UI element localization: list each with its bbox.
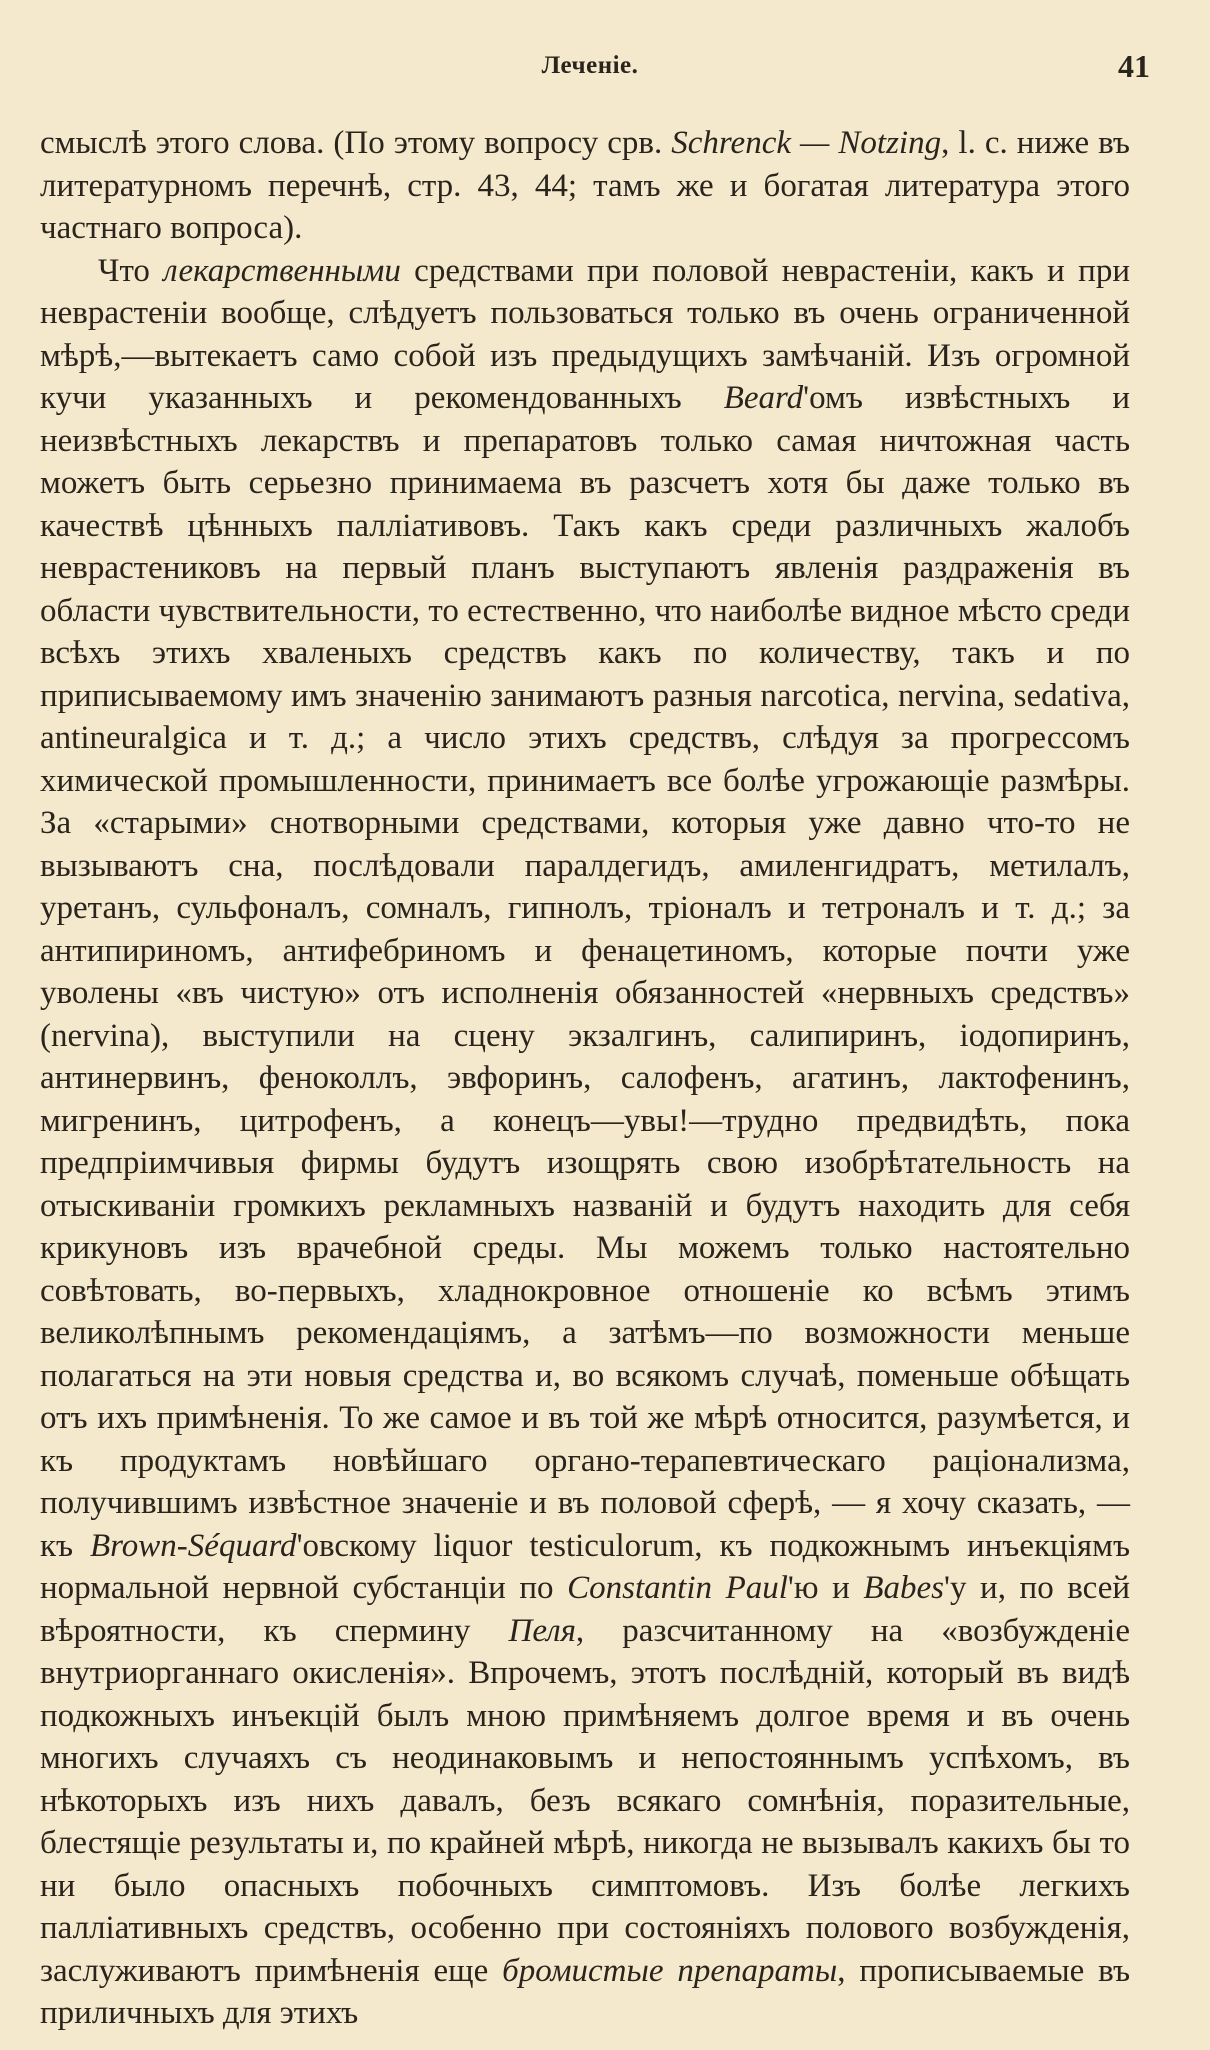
latin-terms-drug-classes: narcotica, nervina, sedativa, antineuralgica: [40, 677, 1130, 756]
author-name-beard: Beard: [723, 380, 804, 416]
text-run: , l. c. ниже въ литературномъ перечнѣ, стр. 43, 44; тамъ же и богатая литература этого частнаго вопроса).: [40, 125, 1130, 246]
text-run: средствами при половой неврастеніи, какъ и при неврастеніи вообще, слѣдуетъ пользоваться только въ очень ограниченной мѣрѣ,—вытекаетъ само собой изъ предыдущихъ замѣчаній. Изъ огромной кучи указанныхъ и рекомендованныхъ: [40, 252, 1130, 416]
emphasis-bromide-preparations: бромистые препараты: [502, 1952, 838, 1989]
latin-term-nervina: nervina: [51, 1017, 150, 1054]
author-name-constantin-paul: Constantin Paul: [567, 1570, 788, 1606]
text-run: смыслѣ этого слова. (По этому вопросу срв.: [40, 125, 672, 161]
text-run: 'ю и: [787, 1570, 864, 1606]
paragraph-1: [40, 122, 1130, 250]
emphasis-medicinal: лекарственными: [163, 252, 401, 289]
author-name-pel: Пеля: [508, 1612, 576, 1649]
running-title: Леченіе.: [541, 52, 639, 79]
text-run: Что: [98, 252, 164, 289]
latin-term-liquor-testiculorum: liquor testiculorum: [433, 1527, 695, 1564]
text-run: 'у и, по всей вѣроятности, къ спермину: [40, 1570, 1131, 1649]
text-run: ), выступили на сцену экзалгинъ, салипиринъ, іодопиринъ, антинервинъ, феноколлъ, эвфоринъ, салофенъ, агатинъ, лактофенинъ, мигренинъ, цитрофенъ, а конецъ—увы!—трудно предвидѣть, пока предпріимчивыя фирмы будутъ изощрять свою изобрѣтательность на отыскиваніи громкихъ рекламныхъ названій и будутъ находить для себя крикуновъ изъ врачебной среды. Мы можемъ только настоятельно совѣтовать, во-первыхъ, хладнокровное отношеніе ко всѣмъ этимъ великолѣпнымъ рекомендаціямъ, а затѣмъ—по возможности меньше полагаться на эти новыя средства и, во всякомъ случаѣ, поменьше обѣщать отъ ихъ примѣненія. То же самое и въ той же мѣрѣ относится, разумѣется, и къ продуктамъ новѣйшаго органо-терапевтическаго раціонализма, получившимъ извѣстное значеніе и въ половой сферѣ, — я хочу сказать, — къ: [40, 1017, 1130, 1564]
text-run: 'омъ извѣстныхъ и неизвѣстныхъ лекарствъ и препаратовъ только самая ничтожная часть можетъ быть серьезно принимаема въ разсчетъ хотя бы даже только въ качествѣ цѣнныхъ палліативовъ. Такъ какъ среди различныхъ жалобъ неврастениковъ на первый планъ выступаютъ явленія раздраженія въ области чувствительности, то естественно, что наиболѣе видное мѣсто среди всѣхъ этихъ хваленыхъ средствъ какъ по количеству, такъ и по приписываемому имъ значенію занимаютъ разныя: [40, 380, 1130, 714]
body-text: [40, 122, 1130, 2035]
author-name-schrenck-notzing: Schrenck — Notzing: [671, 125, 942, 161]
author-name-babes: Babes: [863, 1570, 945, 1606]
author-name-brown-sequard: Brown-Séquard: [90, 1527, 297, 1564]
text-run: и т. д.; а число этихъ средствъ, слѣдуя за прогрессомъ химической промышленности, принимаетъ все болѣе угрожающіе размѣры. За «старыми» снотворными средствами, которыя уже давно что-то не вызываютъ сна, послѣдовали паралдегидъ, амиленгидратъ, метилалъ, уретанъ, сульфоналъ, сомналъ, гипнолъ, тріоналъ и тетроналъ и т. д.; за антипириномъ, антифебриномъ и фенацетиномъ, которые почти уже уволены «въ чистую» отъ исполненія обязанностей «нервныхъ средствъ» (: [40, 720, 1130, 1054]
text-run: 'овскому: [296, 1527, 434, 1564]
text-run: , разсчитанному на «возбужденіе внутриорганнаго окисленія». Впрочемъ, этотъ послѣдній, который въ видѣ подкожныхъ инъекцій былъ мною примѣняемъ долгое время и въ очень многихъ случаяхъ съ неодинаковымъ и непостояннымъ успѣхомъ, въ нѣкоторыхъ изъ нихъ давалъ, безъ всякаго сомнѣнія, поразительные, блестящіе результаты и, по крайней мѣрѣ, никогда не вызывалъ какихъ бы то ни было опасныхъ побочныхъ симптомовъ. Изъ болѣе легкихъ палліативныхъ средствъ, особенно при состояніяхъ полового возбужденія, заслуживаютъ примѣненія еще: [40, 1612, 1130, 1989]
text-run: , прописываемые въ приличныхъ для этихъ: [40, 1952, 1131, 2031]
page-number: 41: [1118, 48, 1150, 84]
text-run: , къ подкожнымъ инъекціямъ нормальной нервной субстанціи по: [40, 1527, 1131, 1606]
paragraph-2: [40, 250, 1130, 2035]
page-header: [40, 48, 1150, 112]
